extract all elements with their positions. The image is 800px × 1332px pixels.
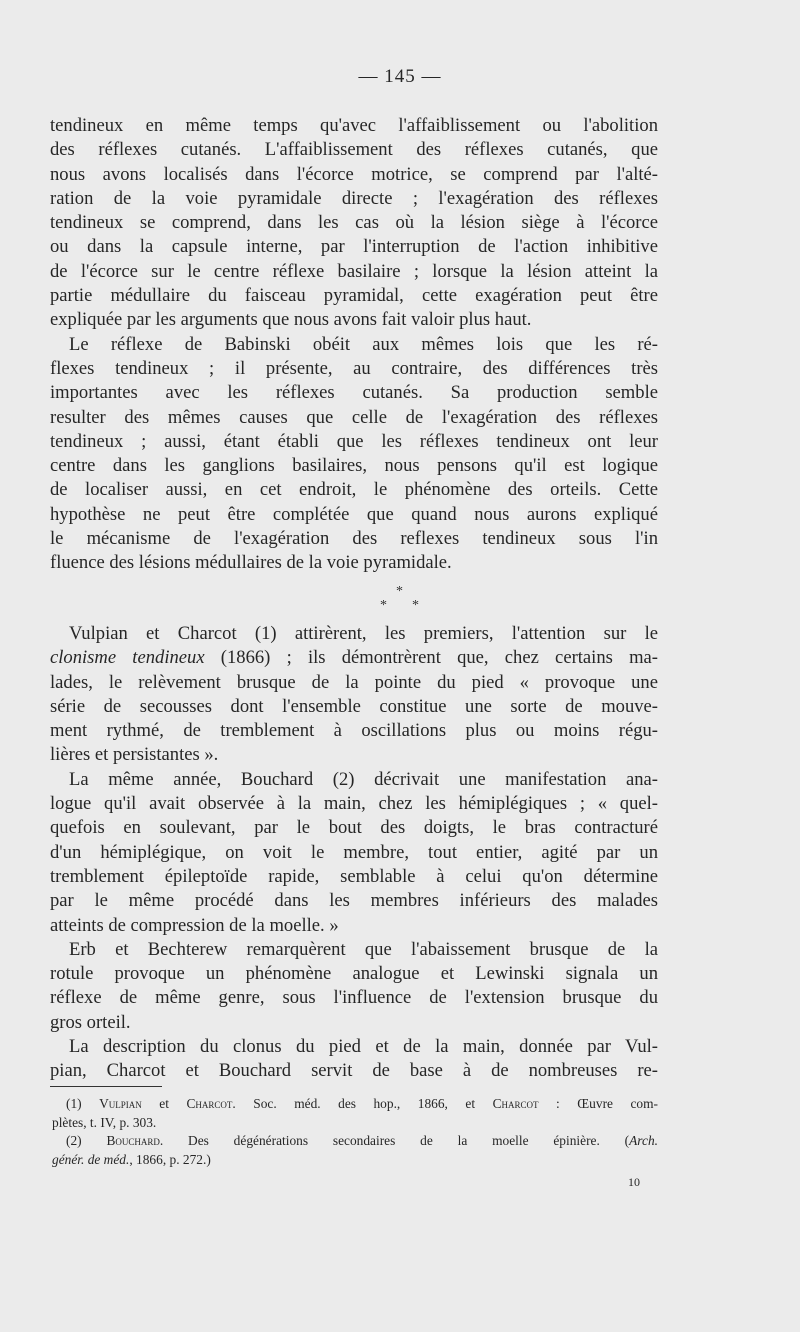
text-line: pian, Charcot et Bouchard servit de base à de nombreuses re-	[50, 1060, 658, 1082]
text-line: expliquée par les arguments que nous avons fait valoir plus haut.	[50, 309, 532, 331]
text-line: hypothèse ne peut être complétée que quand nous aurons expliqué	[50, 503, 658, 525]
text-line: tendineux en même temps qu'avec l'affaiblissement ou l'abolition	[50, 115, 658, 136]
text-line: d'un hémiplégique, on voit le membre, tout entier, agité par un	[50, 841, 658, 863]
text-line: lades, le relèvement brusque de la pointe du pied « provoque une	[50, 671, 658, 693]
text-line: réflexe de même genre, sous l'influence de l'extension brusque du	[50, 987, 658, 1009]
footnote-2-cont: génér. de méd., 1866, p. 272.)	[52, 1151, 211, 1167]
text-line: le mécanisme de l'exagération des reflexes tendineux sous l'in	[50, 528, 658, 550]
text-line: importantes avec les réflexes cutanés. Sa production semble	[50, 382, 658, 404]
text-line: fluence des lésions médullaires de la voie pyramidale.	[50, 552, 452, 574]
text-line: Erb et Bechterew remarquèrent que l'abaissement brusque de la	[69, 938, 658, 960]
text-line: ration de la voie pyramidale directe ; l'exagération des réflexes	[50, 187, 658, 209]
text-line: ment rythmé, de tremblement à oscillations plus ou moins régu-	[50, 720, 658, 742]
text-line: La description du clonus du pied et de la main, donnée par Vul-	[69, 1036, 658, 1058]
main-text-lower	[50, 622, 658, 1084]
footnote-1-cont: plètes, t. IV, p. 303.	[52, 1114, 157, 1130]
text-line: atteints de compression de la moelle. »	[50, 914, 339, 936]
text-line: lières et persistantes ».	[50, 744, 219, 766]
text-line: des réflexes cutanés. L'affaiblissement des réflexes cutanés, que	[50, 139, 658, 161]
text-line: nous avons localisés dans l'écorce motrice, se comprend par l'alté-	[50, 163, 658, 185]
text-line: tendineux se comprend, dans les cas où la lésion siège à l'écorce	[50, 212, 658, 234]
text-line: Vulpian et Charcot (1) attirèrent, les premiers, l'attention sur le	[69, 623, 658, 644]
footnotes	[52, 1095, 658, 1169]
text-line: Le réflexe de Babinski obéit aux mêmes lois que les ré-	[69, 333, 658, 355]
page-number: — 145 —	[358, 66, 442, 87]
asterisk-icon: *	[396, 584, 403, 599]
text-line: clonisme tendineux (1866) ; ils démontrèrent que, chez certains ma-	[50, 647, 658, 669]
text-line: partie médullaire du faisceau pyramidal, cette exagération peut être	[50, 285, 658, 307]
text-line: gros orteil.	[50, 1011, 131, 1033]
main-text-upper	[50, 114, 658, 576]
footnote-divider	[50, 1086, 162, 1087]
section-separator	[0, 583, 800, 619]
text-line: de l'écorce sur le centre réflexe basilaire ; lorsque la lésion atteint la	[50, 260, 658, 282]
text-line: resulter des mêmes causes que celle de l'exagération des réflexes	[50, 406, 658, 428]
text-line: quefois en soulevant, par le bout des doigts, le bras contracturé	[50, 817, 658, 839]
signature-mark: 10	[628, 1175, 640, 1189]
text-line: logue qu'il avait observée à la main, chez les hémiplégiques ; « quel-	[50, 793, 658, 815]
text-line: tremblement épileptoïde rapide, semblable à celui qu'on détermine	[50, 865, 658, 887]
footnote-1: (1) Vulpian et Charcot. Soc. méd. des hop., 1866, et Charcot : Œuvre com-	[66, 1096, 658, 1111]
text-line: ou dans la capsule interne, par l'interruption de l'action inhibitive	[50, 236, 658, 258]
text-line: de localiser aussi, en cet endroit, le phénomène des orteils. Cette	[50, 479, 658, 501]
text-line: série de secousses dont l'ensemble constitue une sorte de mouve-	[50, 695, 658, 717]
text-line: flexes tendineux ; il présente, au contraire, des différences très	[50, 357, 658, 379]
text-line: La même année, Bouchard (2) décrivait une manifestation ana-	[69, 768, 658, 790]
text-line: rotule provoque un phénomène analogue et Lewinski signala un	[50, 963, 658, 985]
text-line: par le même procédé dans les membres inférieurs des malades	[50, 890, 658, 912]
text-line: tendineux ; aussi, étant établi que les réflexes tendineux ont leur	[50, 430, 658, 452]
asterisk-icon: *	[412, 598, 419, 613]
italic-term: clonisme tendineux	[50, 647, 205, 669]
footnote-2: (2) Bouchard. Des dégénérations secondaires de la moelle épinière. (Arch.	[66, 1133, 658, 1148]
asterisk-icon: *	[380, 598, 387, 613]
text-line: centre dans les ganglions basilaires, nous pensons qu'il est logique	[50, 455, 658, 477]
